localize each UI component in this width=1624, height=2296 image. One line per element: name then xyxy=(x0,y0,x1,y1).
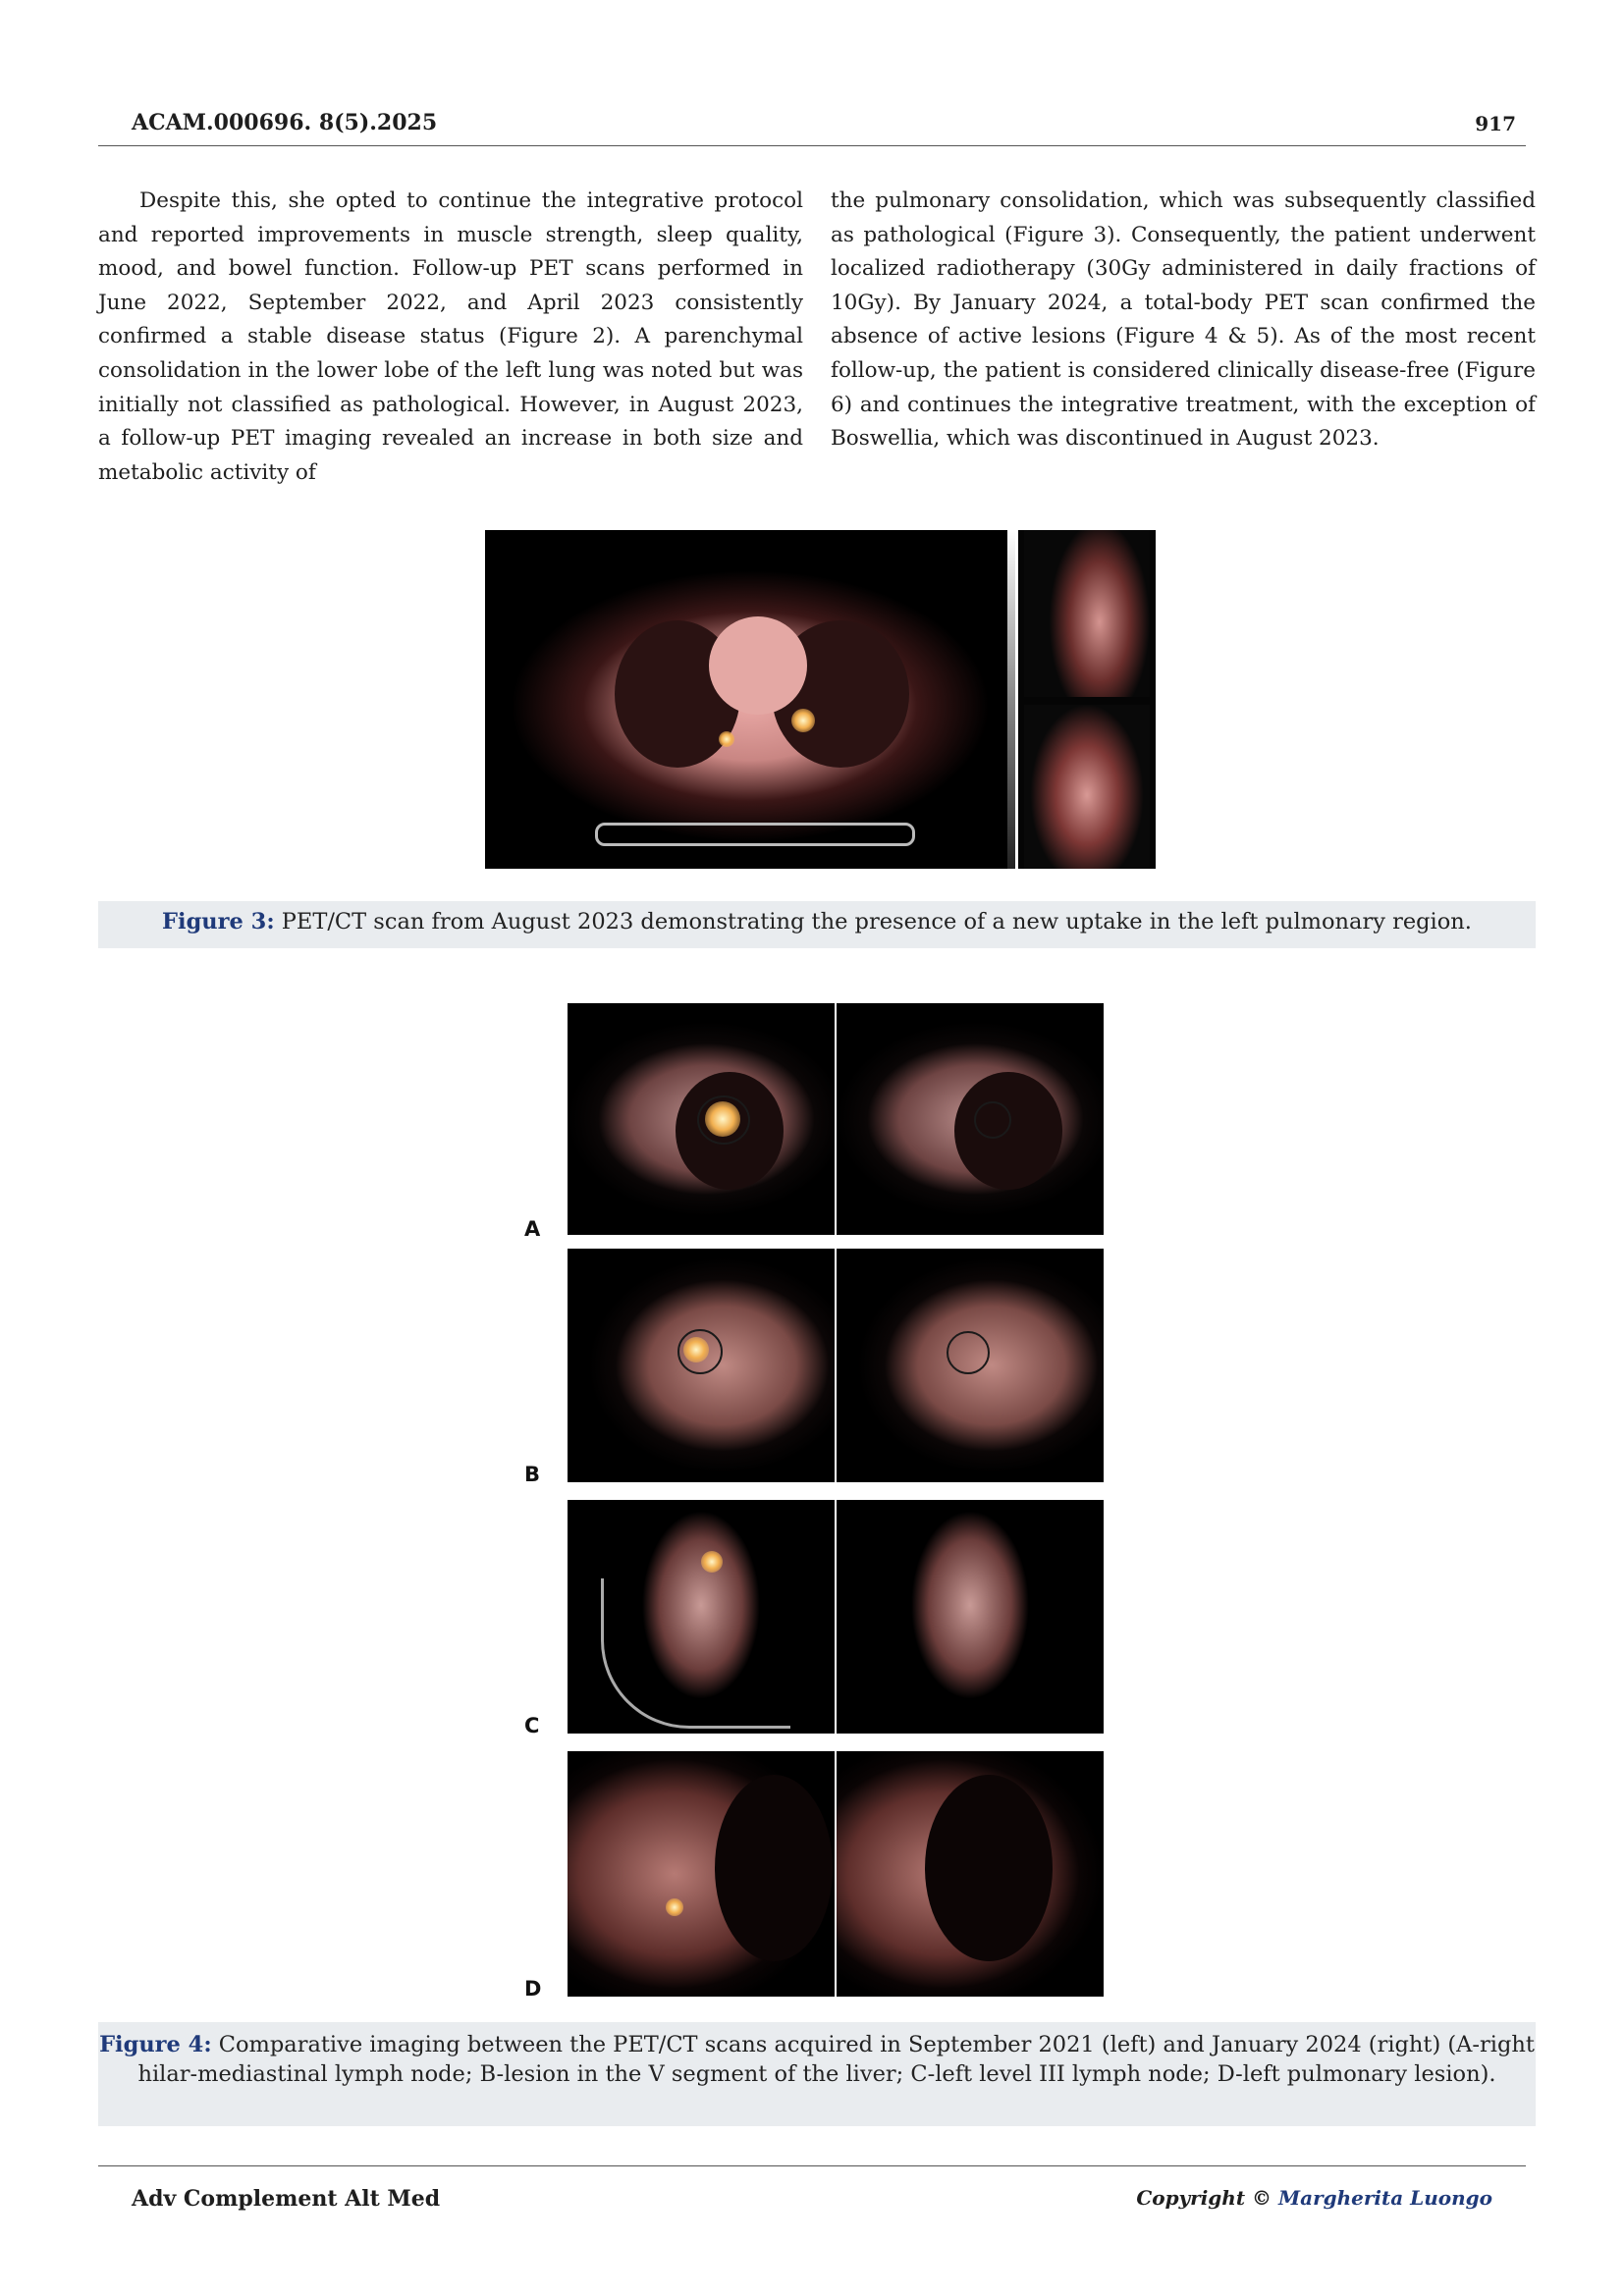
figure4-panel-a-left xyxy=(568,1003,835,1235)
figure4-panel-label-b: B xyxy=(524,1463,541,1486)
figure4-panel-c-right xyxy=(837,1500,1104,1734)
figure3-caption-label: Figure 3: xyxy=(162,909,275,934)
copyright-text: Copyright © xyxy=(1136,2186,1278,2210)
journal-name: Adv Complement Alt Med xyxy=(132,2186,441,2212)
figure4-panel-d-right xyxy=(837,1751,1104,1997)
figure4-panel-d-left xyxy=(568,1751,835,1997)
figure4-panel-label-c: C xyxy=(524,1714,540,1737)
figure3-axial-scan xyxy=(485,530,1015,869)
figure4-panel-c-left xyxy=(568,1500,835,1734)
page-number: 917 xyxy=(1475,112,1516,135)
author-name: Margherita Luongo xyxy=(1278,2186,1492,2210)
figure3-caption xyxy=(98,901,1536,948)
figure4-caption-label: Figure 4: xyxy=(99,2032,212,2057)
figure3-caption-text: PET/CT scan from August 2023 demonstrating the presence of a new uptake in the left pulmonary region. xyxy=(274,909,1472,934)
page-header xyxy=(98,106,1526,146)
figure4-panel-b-left xyxy=(568,1249,835,1482)
copyright-notice xyxy=(1136,2186,1492,2210)
right-column-paragraph: the pulmonary consolidation, which was subsequently classified as pathological (Figure 3). Consequently, the patient underwent localized radiotherapy (30Gy administered in daily fractions of 10Gy). By January 2024, a total-body PET scan confirmed the absence of active lesions (Figure 4 & 5). As of the most recent follow-up, the patient is considered clinically disease-free (Figure 6) and continues the integrative treatment, with the exception of Boswellia, which was discontinued in August 2023. xyxy=(831,188,1536,452)
figure4-panel-a-right xyxy=(837,1003,1104,1235)
figure4-panel-label-a: A xyxy=(524,1217,541,1241)
figure4-panel-b-right xyxy=(837,1249,1104,1482)
figure4-caption-text: Comparative imaging between the PET/CT scans acquired in September 2021 (left) and January 2024 (right) (A-right hilar-mediastinal lymph node; B-lesion in the V segment of the liver; C-left level III lymph node; D-left pulmonary lesion). xyxy=(137,2032,1535,2087)
figure4-panel-label-d: D xyxy=(524,1977,542,2001)
figure3-side-scans xyxy=(1018,530,1156,869)
body-text xyxy=(98,185,1536,485)
journal-id: ACAM.000696. 8(5).2025 xyxy=(132,110,438,135)
page-footer xyxy=(98,2165,1526,2212)
left-column-paragraph: Despite this, she opted to continue the integrative protocol and reported improvements in muscle strength, sleep quality, mood, and bowel function. Follow-up PET scans performed in June 2022, September 2022, and April 2023 consistently confirmed a stable disease status (Figure 2). A parenchymal consolidation in the lower lobe of the left lung was noted but was initially not classified as pathological. However, in August 2023, a follow-up PET imaging revealed an increase in both size and metabolic activity of xyxy=(98,188,803,485)
figure4-caption xyxy=(98,2022,1536,2126)
